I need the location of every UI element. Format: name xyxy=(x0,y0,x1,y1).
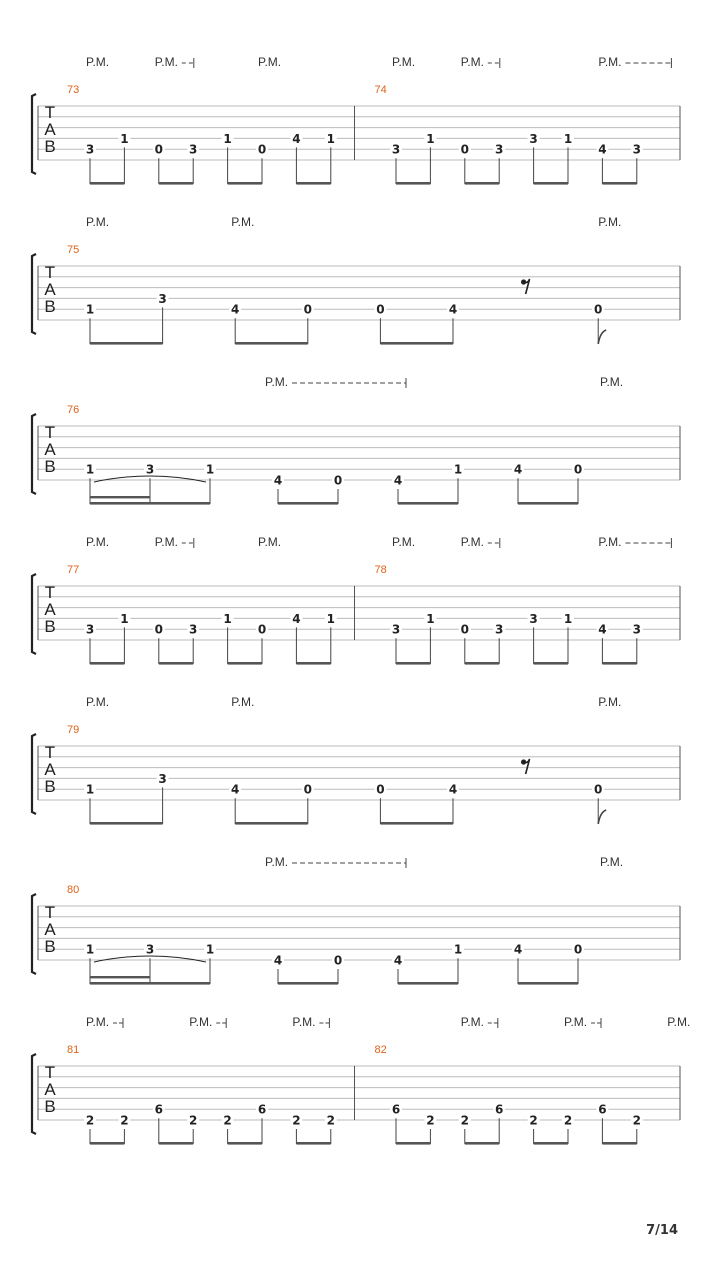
palm-mute-label: P.M. xyxy=(86,1015,110,1029)
note-beam xyxy=(278,502,338,505)
fret-number: 0 xyxy=(573,462,583,477)
fret-number: 2 xyxy=(120,1113,129,1128)
fret-number: 3 xyxy=(529,131,538,146)
tab-system xyxy=(32,1015,690,1145)
fret-number: 6 xyxy=(257,1102,267,1117)
tab-clef-letter: A xyxy=(44,600,56,619)
fret-number: 6 xyxy=(391,1102,401,1117)
palm-mute-label: P.M. xyxy=(564,1015,588,1029)
page-number: 7/14 xyxy=(646,1223,678,1238)
fret-number: 6 xyxy=(495,1102,504,1117)
palm-mute-label: P.M. xyxy=(258,535,282,549)
palm-mute-label: P.M. xyxy=(600,375,624,389)
fret-number: 2 xyxy=(292,1113,301,1128)
note-beam xyxy=(90,1142,124,1145)
note-beam xyxy=(534,1142,568,1145)
note-beam xyxy=(90,182,124,185)
fret-number: 1 xyxy=(326,611,335,626)
note-beam xyxy=(296,662,330,665)
note-beam xyxy=(159,182,193,185)
fret-number: 0 xyxy=(376,782,385,797)
fret-number: 4 xyxy=(292,131,301,146)
palm-mute-label: P.M. xyxy=(392,55,416,69)
note-beam xyxy=(398,982,458,985)
fret-number: 3 xyxy=(391,622,401,637)
palm-mute-label: P.M. xyxy=(460,535,484,549)
palm-mute-label: P.M. xyxy=(265,375,289,389)
fret-number: 0 xyxy=(303,302,312,317)
tab-system xyxy=(32,55,680,185)
fret-number: 4 xyxy=(598,142,607,157)
fret-number: 0 xyxy=(594,782,603,797)
palm-mute-label: P.M. xyxy=(231,215,255,229)
fret-number: 4 xyxy=(231,302,240,317)
tab-clef-letter: T xyxy=(44,103,56,122)
fret-number: 3 xyxy=(529,611,538,626)
fret-number: 0 xyxy=(573,942,583,957)
tab-clef-letter: B xyxy=(44,1097,56,1116)
system-bracket xyxy=(32,574,36,654)
palm-mute-label: P.M. xyxy=(460,1015,484,1029)
fret-number: 6 xyxy=(154,1102,163,1117)
tab-system xyxy=(32,215,680,345)
fret-number: 2 xyxy=(189,1113,198,1128)
note-beam xyxy=(90,822,163,825)
palm-mute-label: P.M. xyxy=(600,855,624,869)
palm-mute-label: P.M. xyxy=(86,215,110,229)
fret-number: 3 xyxy=(495,142,504,157)
fret-number: 3 xyxy=(632,622,641,637)
palm-mute-label: P.M. xyxy=(86,695,110,709)
fret-number: 0 xyxy=(333,953,343,968)
note-beam xyxy=(518,502,578,505)
fret-number: 0 xyxy=(303,782,312,797)
fret-number: 1 xyxy=(205,942,215,957)
measure-number: 79 xyxy=(67,724,80,736)
note-beam xyxy=(465,662,499,665)
tab-system xyxy=(32,695,680,825)
fret-number: 4 xyxy=(448,302,458,317)
measure-number: 75 xyxy=(67,244,80,256)
note-beam xyxy=(90,342,163,345)
note-beam xyxy=(228,662,262,665)
note-beam xyxy=(602,662,636,665)
fret-number: 4 xyxy=(292,611,301,626)
fret-number: 1 xyxy=(85,782,95,797)
tab-system xyxy=(32,535,680,665)
fret-number: 4 xyxy=(273,473,283,488)
note-beam xyxy=(296,182,330,185)
note-beam xyxy=(235,342,308,345)
fret-number: 4 xyxy=(513,942,523,957)
fret-number: 0 xyxy=(333,473,343,488)
note-beam xyxy=(159,1142,193,1145)
fret-number: 2 xyxy=(223,1113,232,1128)
measure-number: 81 xyxy=(67,1044,80,1056)
palm-mute-label: P.M. xyxy=(392,535,416,549)
palm-mute-label: P.M. xyxy=(231,695,255,709)
tab-clef-letter: A xyxy=(44,280,56,299)
fret-number: 1 xyxy=(563,131,573,146)
note-beam xyxy=(518,982,578,985)
fret-number: 3 xyxy=(632,142,641,157)
tab-system xyxy=(32,855,680,985)
tab-clef-letter: A xyxy=(44,440,56,459)
fret-number: 3 xyxy=(495,622,504,637)
eighth-rest xyxy=(521,759,530,774)
palm-mute-label: P.M. xyxy=(598,215,622,229)
palm-mute-label: P.M. xyxy=(598,695,622,709)
fret-number: 4 xyxy=(448,782,458,797)
note-flag xyxy=(598,810,606,824)
tab-clef-letter: B xyxy=(44,297,56,316)
note-beam xyxy=(396,182,430,185)
system-bracket xyxy=(32,894,36,974)
fret-number: 3 xyxy=(391,142,401,157)
tab-clef-letter: T xyxy=(44,583,56,602)
tab-clef-letter: T xyxy=(44,263,56,282)
note-beam xyxy=(90,976,150,978)
system-bracket xyxy=(32,414,36,494)
eighth-rest xyxy=(521,279,530,294)
palm-mute-label: P.M. xyxy=(86,55,110,69)
fret-number: 3 xyxy=(158,771,167,786)
fret-number: 1 xyxy=(223,131,232,146)
note-beam xyxy=(398,502,458,505)
fret-number: 1 xyxy=(223,611,232,626)
tab-clef-letter: A xyxy=(44,760,56,779)
tab-clef-letter: B xyxy=(44,617,56,636)
fret-number: 1 xyxy=(563,611,573,626)
palm-mute-label: P.M. xyxy=(667,1015,691,1029)
note-beam xyxy=(235,822,308,825)
measure-number: 82 xyxy=(374,1044,387,1056)
note-beam xyxy=(465,1142,499,1145)
fret-number: 3 xyxy=(145,462,155,477)
note-beam xyxy=(534,182,568,185)
fret-number: 2 xyxy=(85,1113,95,1128)
fret-number: 3 xyxy=(158,291,167,306)
measure-number: 80 xyxy=(67,884,80,896)
palm-mute-label: P.M. xyxy=(265,855,289,869)
note-beam xyxy=(90,662,124,665)
fret-number: 1 xyxy=(426,611,435,626)
measure-number: 77 xyxy=(67,564,80,576)
fret-number: 0 xyxy=(257,622,267,637)
palm-mute-label: P.M. xyxy=(154,535,178,549)
tab-clef-letter: A xyxy=(44,120,56,139)
note-beam xyxy=(602,1142,636,1145)
fret-number: 1 xyxy=(85,942,95,957)
fret-number: 4 xyxy=(393,953,403,968)
palm-mute-label: P.M. xyxy=(292,1015,316,1029)
fret-number: 2 xyxy=(426,1113,435,1128)
tab-clef-letter: A xyxy=(44,1080,56,1099)
fret-number: 4 xyxy=(231,782,240,797)
palm-mute-label: P.M. xyxy=(154,55,178,69)
tab-clef-letter: B xyxy=(44,937,56,956)
tab-clef-letter: B xyxy=(44,137,56,156)
tab-clef-letter: B xyxy=(44,457,56,476)
fret-number: 2 xyxy=(632,1113,641,1128)
fret-number: 0 xyxy=(257,142,267,157)
tab-clef-letter: T xyxy=(44,743,56,762)
tab-clef-letter: A xyxy=(44,920,56,939)
fret-number: 1 xyxy=(453,942,463,957)
fret-number: 1 xyxy=(120,131,129,146)
palm-mute-label: P.M. xyxy=(598,535,622,549)
fret-number: 0 xyxy=(460,142,469,157)
fret-number: 4 xyxy=(598,622,607,637)
palm-mute-label: P.M. xyxy=(258,55,282,69)
fret-number: 6 xyxy=(598,1102,607,1117)
note-beam xyxy=(278,982,338,985)
note-beam xyxy=(396,1142,430,1145)
fret-number: 4 xyxy=(513,462,523,477)
note-beam xyxy=(602,182,636,185)
note-beam xyxy=(396,662,430,665)
measure-number: 76 xyxy=(67,404,80,416)
fret-number: 2 xyxy=(326,1113,335,1128)
fret-number: 0 xyxy=(460,622,469,637)
note-flag xyxy=(598,330,606,344)
note-beam xyxy=(159,662,193,665)
fret-number: 2 xyxy=(529,1113,538,1128)
system-bracket xyxy=(32,254,36,334)
note-beam xyxy=(380,342,453,345)
tab-clef-letter: B xyxy=(44,777,56,796)
note-beam xyxy=(90,496,150,498)
palm-mute-label: P.M. xyxy=(460,55,484,69)
note-beam xyxy=(465,182,499,185)
measure-number: 78 xyxy=(374,564,387,576)
fret-number: 0 xyxy=(154,142,163,157)
tab-clef-letter: T xyxy=(44,423,56,442)
fret-number: 1 xyxy=(326,131,335,146)
system-bracket xyxy=(32,734,36,814)
fret-number: 0 xyxy=(154,622,163,637)
palm-mute-label: P.M. xyxy=(86,535,110,549)
fret-number: 4 xyxy=(393,473,403,488)
fret-number: 0 xyxy=(594,302,603,317)
note-beam xyxy=(534,662,568,665)
note-beam xyxy=(228,1142,262,1145)
fret-number: 3 xyxy=(145,942,155,957)
fret-number: 1 xyxy=(426,131,435,146)
system-bracket xyxy=(32,1054,36,1134)
note-beam xyxy=(228,182,262,185)
fret-number: 1 xyxy=(205,462,215,477)
fret-number: 0 xyxy=(376,302,385,317)
measure-number: 73 xyxy=(67,84,80,96)
fret-number: 1 xyxy=(85,462,95,477)
measure-number: 74 xyxy=(374,84,387,96)
palm-mute-label: P.M. xyxy=(598,55,622,69)
fret-number: 1 xyxy=(453,462,463,477)
tab-clef-letter: T xyxy=(44,1063,56,1082)
note-beam xyxy=(90,982,210,985)
fret-number: 2 xyxy=(460,1113,469,1128)
tab-clef-letter: T xyxy=(44,903,56,922)
fret-number: 2 xyxy=(563,1113,573,1128)
fret-number: 1 xyxy=(85,302,95,317)
fret-number: 3 xyxy=(85,142,95,157)
note-beam xyxy=(90,502,210,505)
tab-system xyxy=(32,375,680,505)
fret-number: 4 xyxy=(273,953,283,968)
note-beam xyxy=(380,822,453,825)
fret-number: 3 xyxy=(189,622,198,637)
fret-number: 3 xyxy=(189,142,198,157)
fret-number: 1 xyxy=(120,611,129,626)
palm-mute-label: P.M. xyxy=(189,1015,213,1029)
fret-number: 3 xyxy=(85,622,95,637)
note-beam xyxy=(296,1142,330,1145)
system-bracket xyxy=(32,94,36,174)
